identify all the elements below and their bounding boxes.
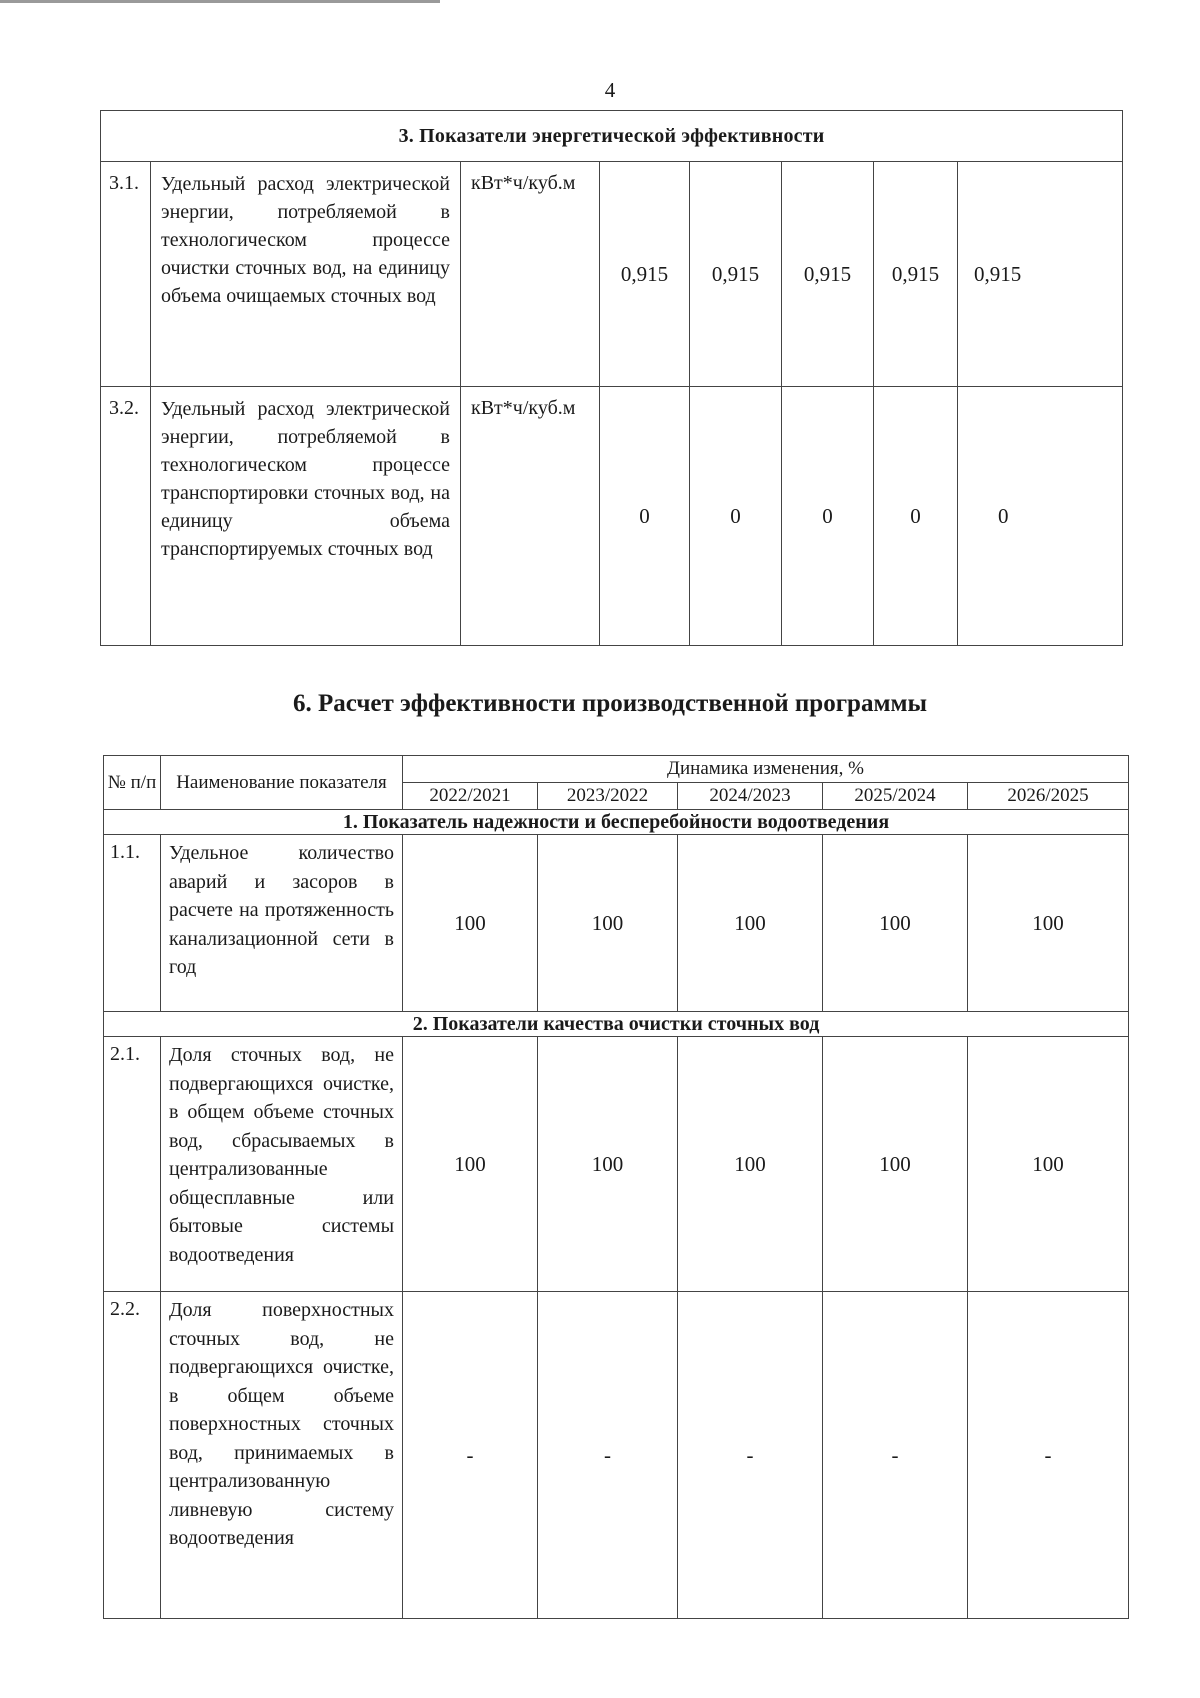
row-number: 3.1.: [101, 162, 151, 387]
value-cell: 0,915: [690, 162, 782, 387]
indicator-name: Удельный расход электрической энергии, потребляемой в технологическом процессе транспортировки сточных вод, на единицу объема транспортируемых сточных вод: [151, 387, 461, 646]
indicator-name: Удельное количество аварий и засоров в расчете на протяженность канализационной сети в год: [161, 835, 403, 1012]
page-number: 4: [604, 78, 616, 102]
value-cell: 100: [823, 1037, 968, 1292]
value-cell: 100: [823, 835, 968, 1012]
header-period: 2026/2025: [968, 783, 1129, 810]
value-cell: 100: [403, 1037, 538, 1292]
header-dynamics: Динамика изменения, %: [403, 756, 1129, 783]
section-header: 3. Показатели энергетической эффективности: [101, 111, 1123, 162]
section-title: 6. Расчет эффективности производственной программы: [292, 690, 928, 717]
section-header: 1. Показатель надежности и бесперебойности водоотведения: [104, 810, 1129, 835]
program-efficiency-table: [103, 755, 1129, 1619]
row-number: 3.2.: [101, 387, 151, 646]
value-cell: 0,915: [600, 162, 690, 387]
header-period: 2024/2023: [678, 783, 823, 810]
row-number: 1.1.: [104, 835, 161, 1012]
header-period: 2022/2021: [403, 783, 538, 810]
value-cell: 0: [690, 387, 782, 646]
value-cell: 0,915: [874, 162, 958, 387]
value-cell: -: [403, 1292, 538, 1619]
value-cell: 0,915: [782, 162, 874, 387]
value-cell: 0: [782, 387, 874, 646]
energy-efficiency-table: [100, 110, 1123, 646]
indicator-name: Удельный расход электрической энергии, потребляемой в технологическом процессе очистки сточных вод, на единицу объема очищаемых сточных вод: [151, 162, 461, 387]
value-cell: 0,915: [958, 162, 1123, 387]
value-cell: 100: [403, 835, 538, 1012]
value-cell: 0: [958, 387, 1123, 646]
header-indicator-name: Наименование показателя: [161, 756, 403, 810]
header-period: 2025/2024: [823, 783, 968, 810]
scan-edge-mark: [0, 0, 440, 3]
table-row: [104, 1292, 1129, 1619]
value-cell: 100: [968, 835, 1129, 1012]
table-row: [101, 387, 1123, 646]
value-cell: 0: [600, 387, 690, 646]
value-cell: -: [538, 1292, 678, 1619]
unit-cell: кВт*ч/куб.м: [461, 162, 600, 387]
value-cell: -: [968, 1292, 1129, 1619]
value-cell: 100: [678, 835, 823, 1012]
value-cell: 0: [874, 387, 958, 646]
section-header: 2. Показатели качества очистки сточных вод: [104, 1012, 1129, 1037]
header-number: № п/п: [104, 756, 161, 810]
table-row: [104, 1037, 1129, 1292]
unit-cell: кВт*ч/куб.м: [461, 387, 600, 646]
table-row: [104, 835, 1129, 1012]
table-row: [101, 162, 1123, 387]
value-cell: -: [678, 1292, 823, 1619]
header-period: 2023/2022: [538, 783, 678, 810]
value-cell: -: [823, 1292, 968, 1619]
value-cell: 100: [538, 1037, 678, 1292]
indicator-name: Доля сточных вод, не подвергающихся очистке, в общем объеме сточных вод, сбрасываемых в централизованные общесплавные или бытовые системы водоотведения: [161, 1037, 403, 1292]
row-number: 2.1.: [104, 1037, 161, 1292]
indicator-name: Доля поверхностных сточных вод, не подвергающихся очистке, в общем объеме поверхностных сточных вод, принимаемых в централизованную ливневую систему водоотведения: [161, 1292, 403, 1619]
value-cell: 100: [538, 835, 678, 1012]
value-cell: 100: [678, 1037, 823, 1292]
value-cell: 100: [968, 1037, 1129, 1292]
row-number: 2.2.: [104, 1292, 161, 1619]
